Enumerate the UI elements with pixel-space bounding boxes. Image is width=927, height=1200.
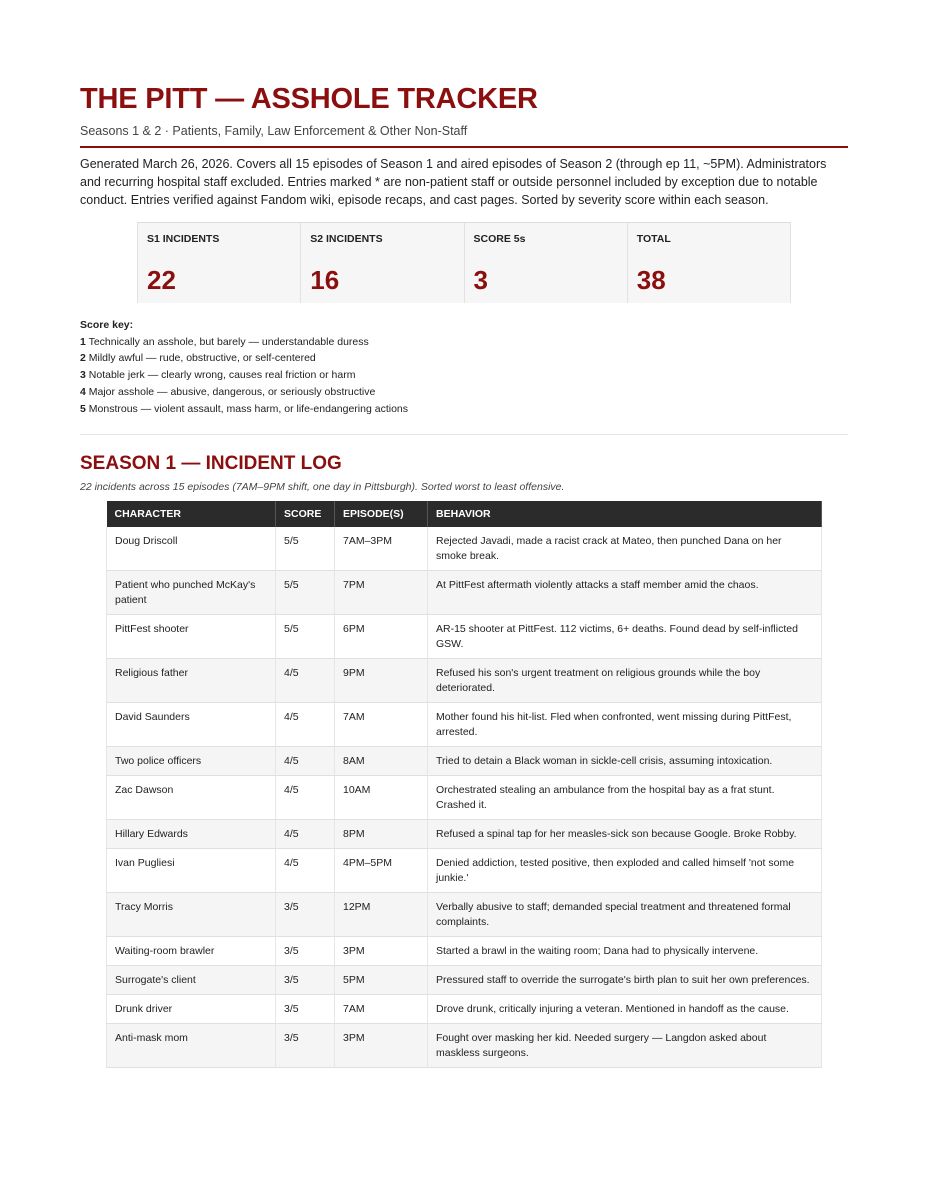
cell-score: 4/5 xyxy=(276,747,335,776)
stats-panel xyxy=(137,222,791,303)
cell-behavior: Fought over masking her kid. Needed surgery — Langdon asked about maskless surgeons. xyxy=(428,1024,822,1068)
cell-behavior: Denied addiction, tested positive, then exploded and called himself 'not some junkie.' xyxy=(428,849,822,893)
table-row xyxy=(107,893,822,937)
cell-behavior: Pressured staff to override the surrogate's birth plan to suit her own preferences. xyxy=(428,966,822,995)
cell-score: 4/5 xyxy=(276,820,335,849)
stat-label: TOTAL xyxy=(636,233,671,245)
cell-episode: 5PM xyxy=(335,966,428,995)
table-row xyxy=(107,527,822,571)
cell-episode: 8AM xyxy=(335,747,428,776)
cell-character: Anti-mask mom xyxy=(107,1024,276,1068)
incident-table-body xyxy=(107,527,822,1068)
cell-behavior: Rejected Javadi, made a racist crack at Mateo, then punched Dana on her smoke break. xyxy=(428,527,822,571)
cell-episode: 7AM–3PM xyxy=(335,527,428,571)
score-key-item xyxy=(80,401,848,418)
cell-character: Patient who punched McKay's patient xyxy=(107,571,276,615)
cell-score: 3/5 xyxy=(276,937,335,966)
cell-behavior: AR-15 shooter at PittFest. 112 victims, 6+ deaths. Found dead by self-inflicted GSW. xyxy=(428,615,822,659)
cell-character: Doug Driscoll xyxy=(107,527,276,571)
cell-score: 5/5 xyxy=(276,527,335,571)
score-key-text: Major asshole — abusive, dangerous, or seriously obstructive xyxy=(88,385,376,398)
cell-behavior: Orchestrated stealing an ambulance from the hospital bay as a frat stunt. Crashed it. xyxy=(428,776,822,820)
cell-character: Hillary Edwards xyxy=(107,820,276,849)
table-row xyxy=(107,703,822,747)
stat-score-5s xyxy=(465,223,628,303)
intro-paragraph: Generated March 26, 2026. Covers all 15 episodes of Season 1 and aired episodes of Season 2 (through ep 11, ~5PM). Administrators and recurring hospital staff excluded. Entries marked * are non-patient staff or outside personnel included by exception due to notable conduct. Entries verified against Fandom wiki, episode recaps, and cast pages. Sorted by severity score within each season. xyxy=(80,157,827,207)
cell-character: Two police officers xyxy=(107,747,276,776)
cell-episode: 3PM xyxy=(335,1024,428,1068)
cell-episode: 7AM xyxy=(335,703,428,747)
cell-score: 3/5 xyxy=(276,966,335,995)
column-header-score: SCORE xyxy=(276,501,335,527)
cell-score: 3/5 xyxy=(276,995,335,1024)
cell-character: Waiting-room brawler xyxy=(107,937,276,966)
table-row xyxy=(107,659,822,703)
stat-label: S2 INCIDENTS xyxy=(310,233,383,245)
score-key-number: 4 xyxy=(80,385,86,398)
cell-character: Zac Dawson xyxy=(107,776,276,820)
cell-episode: 12PM xyxy=(335,893,428,937)
incident-table xyxy=(106,501,822,1068)
table-row xyxy=(107,937,822,966)
cell-score: 3/5 xyxy=(276,893,335,937)
cell-character: Drunk driver xyxy=(107,995,276,1024)
cell-score: 4/5 xyxy=(276,849,335,893)
cell-behavior: At PittFest aftermath violently attacks a staff member amid the chaos. xyxy=(428,571,822,615)
table-row xyxy=(107,571,822,615)
stat-label: S1 INCIDENTS xyxy=(147,233,220,245)
cell-episode: 9PM xyxy=(335,659,428,703)
season1-title: SEASON 1 — INCIDENT LOG xyxy=(80,453,342,475)
cell-behavior: Mother found his hit-list. Fled when confronted, went missing during PittFest, arrested. xyxy=(428,703,822,747)
score-key-text: Mildly awful — rude, obstructive, or self-centered xyxy=(88,352,316,365)
stat-label: SCORE 5s xyxy=(473,233,526,245)
table-row xyxy=(107,820,822,849)
score-key-text: Technically an asshole, but barely — understandable duress xyxy=(88,335,369,348)
table-row xyxy=(107,776,822,820)
section-divider xyxy=(80,434,848,435)
page-title: THE PITT — ASSHOLE TRACKER xyxy=(80,83,538,115)
table-header-row xyxy=(107,501,822,527)
score-key-text: Monstrous — violent assault, mass harm, or life-endangering actions xyxy=(88,402,408,415)
cell-character: Ivan Pugliesi xyxy=(107,849,276,893)
score-key-item xyxy=(80,334,848,351)
score-key-number: 5 xyxy=(80,402,86,415)
cell-score: 5/5 xyxy=(276,571,335,615)
stat-value: 22 xyxy=(147,265,176,295)
cell-score: 4/5 xyxy=(276,659,335,703)
cell-episode: 6PM xyxy=(335,615,428,659)
cell-episode: 3PM xyxy=(335,937,428,966)
cell-behavior: Refused his son's urgent treatment on religious grounds while the boy deteriorated. xyxy=(428,659,822,703)
cell-behavior: Verbally abusive to staff; demanded special treatment and threatened formal complaints. xyxy=(428,893,822,937)
stat-s1-incidents xyxy=(137,223,301,303)
column-header-character: CHARACTER xyxy=(107,501,276,527)
stat-total xyxy=(628,223,791,303)
table-row xyxy=(107,849,822,893)
stat-value: 38 xyxy=(636,265,666,295)
cell-character: PittFest shooter xyxy=(107,615,276,659)
score-key-item xyxy=(80,367,848,384)
title-rule xyxy=(80,146,848,148)
score-key-text: Notable jerk — clearly wrong, causes real friction or harm xyxy=(88,369,356,382)
table-row xyxy=(107,995,822,1024)
cell-behavior: Refused a spinal tap for her measles-sick son because Google. Broke Robby. xyxy=(428,820,822,849)
page-subtitle: Seasons 1 & 2 · Patients, Family, Law Enforcement & Other Non-Staff xyxy=(80,124,468,138)
column-header-episodes: EPISODE(S) xyxy=(335,501,428,527)
cell-score: 3/5 xyxy=(276,1024,335,1068)
cell-character: Tracy Morris xyxy=(107,893,276,937)
cell-episode: 8PM xyxy=(335,820,428,849)
table-row xyxy=(107,615,822,659)
document-page xyxy=(80,80,848,1059)
table-row xyxy=(107,966,822,995)
cell-behavior: Drove drunk, critically injuring a veteran. Mentioned in handoff as the cause. xyxy=(428,995,822,1024)
cell-character: Surrogate's client xyxy=(107,966,276,995)
cell-episode: 7AM xyxy=(335,995,428,1024)
column-header-behavior: BEHAVIOR xyxy=(428,501,822,527)
stat-s2-incidents xyxy=(301,223,464,303)
cell-score: 4/5 xyxy=(276,776,335,820)
score-key-number: 3 xyxy=(80,369,86,382)
score-key-item xyxy=(80,350,848,367)
table-row xyxy=(107,1024,822,1068)
season1-subtitle: 22 incidents across 15 episodes (7AM–9PM shift, one day in Pittsburgh). Sorted worst to least offensive. xyxy=(80,481,565,494)
cell-episode: 10AM xyxy=(335,776,428,820)
cell-behavior: Started a brawl in the waiting room; Dana had to physically intervene. xyxy=(428,937,822,966)
score-key xyxy=(80,317,848,417)
cell-character: Religious father xyxy=(107,659,276,703)
cell-character: David Saunders xyxy=(107,703,276,747)
cell-episode: 4PM–5PM xyxy=(335,849,428,893)
score-key-title: Score key: xyxy=(80,319,134,331)
cell-episode: 7PM xyxy=(335,571,428,615)
cell-score: 5/5 xyxy=(276,615,335,659)
score-key-number: 2 xyxy=(80,352,86,365)
table-row xyxy=(107,747,822,776)
stat-value: 16 xyxy=(310,265,340,295)
cell-behavior: Tried to detain a Black woman in sickle-cell crisis, assuming intoxication. xyxy=(428,747,822,776)
score-key-number: 1 xyxy=(80,335,86,348)
stat-value: 3 xyxy=(473,265,488,295)
score-key-item xyxy=(80,384,848,401)
cell-score: 4/5 xyxy=(276,703,335,747)
